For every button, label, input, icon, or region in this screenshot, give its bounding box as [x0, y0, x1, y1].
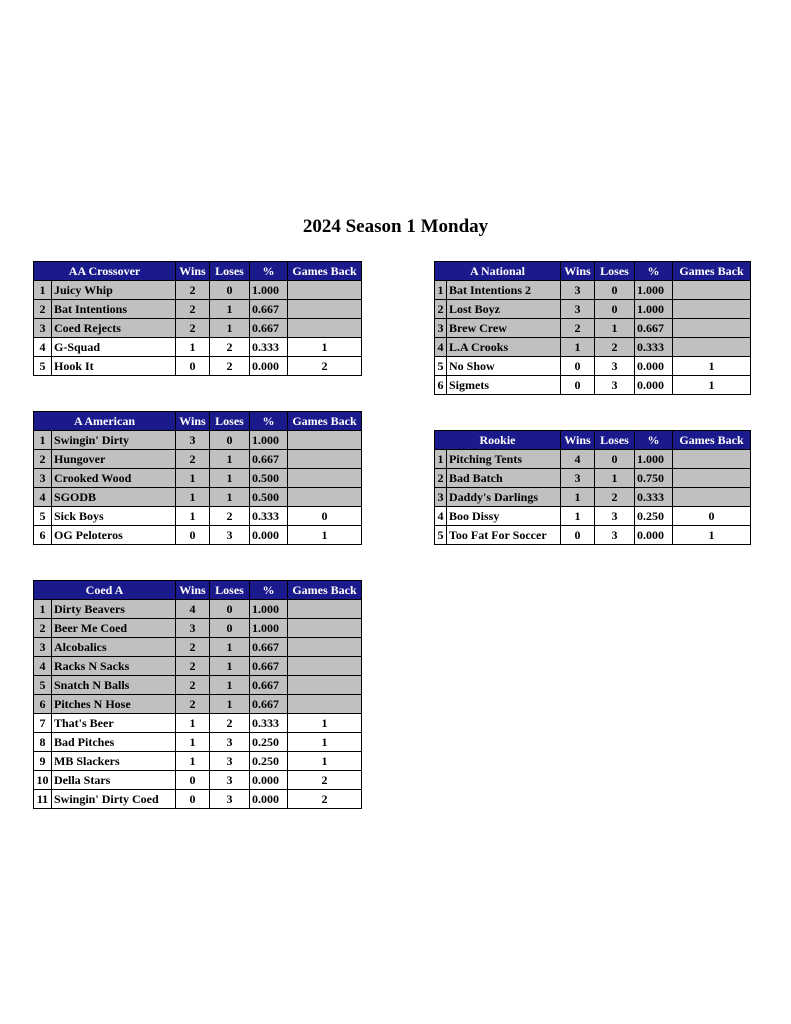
table-row — [34, 281, 362, 300]
team-name-cell: That's Beer — [52, 714, 176, 733]
pct-cell: 0.250 — [635, 507, 673, 526]
table-row — [34, 431, 362, 450]
rank-cell: 4 — [34, 338, 52, 357]
table-row — [34, 638, 362, 657]
header-row — [34, 581, 362, 600]
wins-cell: 3 — [176, 619, 210, 638]
loses-header: Loses — [210, 412, 250, 431]
wins-cell: 2 — [176, 281, 210, 300]
loses-cell: 2 — [210, 714, 250, 733]
standings-table-coed-a — [33, 580, 362, 809]
games-back-cell: 1 — [288, 752, 362, 771]
loses-cell: 1 — [210, 319, 250, 338]
pct-cell: 0.000 — [250, 357, 288, 376]
games-back-cell: 1 — [288, 733, 362, 752]
wins-cell: 0 — [176, 526, 210, 545]
pct-cell: 0.000 — [635, 357, 673, 376]
table-row — [435, 300, 751, 319]
loses-cell: 2 — [210, 357, 250, 376]
team-name-cell: SGODB — [52, 488, 176, 507]
team-name-cell: Juicy Whip — [52, 281, 176, 300]
wins-cell: 2 — [561, 319, 595, 338]
pct-cell: 0.667 — [250, 450, 288, 469]
table-row — [34, 319, 362, 338]
loses-cell: 2 — [210, 338, 250, 357]
table-row — [435, 469, 751, 488]
games-back-cell — [673, 300, 751, 319]
team-name-cell: Too Fat For Soccer — [447, 526, 561, 545]
table-row — [435, 281, 751, 300]
team-name-cell: Racks N Sacks — [52, 657, 176, 676]
games-back-cell: 1 — [673, 357, 751, 376]
rank-cell: 2 — [34, 300, 52, 319]
rank-cell: 3 — [435, 319, 447, 338]
team-name-cell: MB Slackers — [52, 752, 176, 771]
loses-cell: 1 — [210, 488, 250, 507]
pct-cell: 0.667 — [250, 657, 288, 676]
pct-cell: 0.000 — [635, 526, 673, 545]
team-name-cell: Beer Me Coed — [52, 619, 176, 638]
rank-cell: 5 — [435, 526, 447, 545]
table-row — [34, 600, 362, 619]
wins-cell: 1 — [176, 469, 210, 488]
games-back-cell — [288, 695, 362, 714]
wins-cell: 1 — [176, 488, 210, 507]
loses-cell: 3 — [595, 526, 635, 545]
header-row — [435, 431, 751, 450]
rank-cell: 6 — [34, 695, 52, 714]
games-back-cell — [288, 600, 362, 619]
wins-cell: 1 — [561, 488, 595, 507]
games-back-cell — [673, 488, 751, 507]
games-back-cell — [673, 319, 751, 338]
loses-cell: 2 — [595, 338, 635, 357]
wins-header: Wins — [176, 262, 210, 281]
table-row — [34, 526, 362, 545]
rank-cell: 4 — [435, 338, 447, 357]
table-row — [435, 357, 751, 376]
games-back-header: Games Back — [673, 431, 751, 450]
rank-cell: 2 — [435, 469, 447, 488]
loses-cell: 3 — [595, 357, 635, 376]
loses-cell: 1 — [595, 319, 635, 338]
team-name-cell: Bad Batch — [447, 469, 561, 488]
team-name-cell: Boo Dissy — [447, 507, 561, 526]
wins-cell: 1 — [176, 338, 210, 357]
wins-header: Wins — [176, 581, 210, 600]
rank-cell: 9 — [34, 752, 52, 771]
rank-cell: 5 — [34, 357, 52, 376]
team-name-cell: Sigmets — [447, 376, 561, 395]
wins-cell: 2 — [176, 300, 210, 319]
header-row — [34, 262, 362, 281]
games-back-header: Games Back — [288, 262, 362, 281]
rank-cell: 6 — [435, 376, 447, 395]
table-row — [34, 657, 362, 676]
table-row — [34, 733, 362, 752]
wins-cell: 1 — [561, 507, 595, 526]
pct-cell: 1.000 — [635, 281, 673, 300]
team-name-cell: Crooked Wood — [52, 469, 176, 488]
loses-cell: 1 — [210, 676, 250, 695]
rank-cell: 4 — [435, 507, 447, 526]
rank-cell: 1 — [34, 600, 52, 619]
wins-cell: 1 — [176, 733, 210, 752]
wins-cell: 2 — [176, 450, 210, 469]
pct-cell: 0.333 — [250, 338, 288, 357]
pct-cell: 1.000 — [250, 600, 288, 619]
page-title: 2024 Season 1 Monday — [302, 216, 489, 237]
games-back-cell — [288, 619, 362, 638]
table-row — [34, 488, 362, 507]
games-back-cell — [288, 469, 362, 488]
rank-cell: 7 — [34, 714, 52, 733]
team-name-cell: Daddy's Darlings — [447, 488, 561, 507]
division-name-header: AA Crossover — [34, 262, 176, 281]
wins-cell: 0 — [176, 357, 210, 376]
loses-cell: 1 — [210, 300, 250, 319]
table-row — [435, 526, 751, 545]
games-back-header: Games Back — [288, 581, 362, 600]
wins-cell: 2 — [176, 695, 210, 714]
team-name-cell: Swingin' Dirty Coed — [52, 790, 176, 809]
loses-cell: 0 — [210, 619, 250, 638]
games-back-cell: 1 — [673, 376, 751, 395]
games-back-cell — [288, 657, 362, 676]
games-back-header: Games Back — [673, 262, 751, 281]
pct-cell: 0.333 — [250, 507, 288, 526]
table-row — [435, 450, 751, 469]
loses-cell: 0 — [595, 450, 635, 469]
loses-cell: 1 — [595, 469, 635, 488]
rank-cell: 6 — [34, 526, 52, 545]
table-row — [34, 695, 362, 714]
pct-header: % — [250, 581, 288, 600]
table-row — [435, 376, 751, 395]
table-row — [34, 771, 362, 790]
team-name-cell: OG Peloteros — [52, 526, 176, 545]
pct-header: % — [250, 412, 288, 431]
table-row — [34, 507, 362, 526]
team-name-cell: Brew Crew — [447, 319, 561, 338]
games-back-cell — [673, 450, 751, 469]
table-row — [34, 357, 362, 376]
games-back-cell — [288, 319, 362, 338]
table-row — [34, 469, 362, 488]
wins-cell: 0 — [176, 790, 210, 809]
division-name-header: A American — [34, 412, 176, 431]
loses-cell: 0 — [595, 300, 635, 319]
games-back-cell — [288, 638, 362, 657]
rank-cell: 2 — [34, 619, 52, 638]
standings-table-aa-crossover — [33, 261, 362, 376]
team-name-cell: Pitching Tents — [447, 450, 561, 469]
loses-cell: 1 — [210, 450, 250, 469]
games-back-cell — [288, 450, 362, 469]
loses-cell: 3 — [210, 752, 250, 771]
team-name-cell: L.A Crooks — [447, 338, 561, 357]
loses-cell: 3 — [210, 526, 250, 545]
pct-header: % — [635, 262, 673, 281]
games-back-cell — [288, 431, 362, 450]
pct-cell: 1.000 — [250, 431, 288, 450]
pct-header: % — [635, 431, 673, 450]
loses-cell: 0 — [210, 600, 250, 619]
wins-cell: 3 — [561, 281, 595, 300]
loses-cell: 3 — [595, 376, 635, 395]
pct-cell: 1.000 — [250, 281, 288, 300]
team-name-cell: Swingin' Dirty — [52, 431, 176, 450]
standings-table-rookie — [434, 430, 751, 545]
table-row — [34, 676, 362, 695]
team-name-cell: Dirty Beavers — [52, 600, 176, 619]
wins-cell: 0 — [561, 526, 595, 545]
rank-cell: 3 — [34, 469, 52, 488]
pct-cell: 0.667 — [250, 319, 288, 338]
team-name-cell: Della Stars — [52, 771, 176, 790]
header-row — [435, 262, 751, 281]
games-back-cell: 0 — [673, 507, 751, 526]
games-back-cell: 2 — [288, 790, 362, 809]
games-back-cell: 0 — [288, 507, 362, 526]
pct-cell: 0.667 — [250, 695, 288, 714]
table-row — [435, 338, 751, 357]
team-name-cell: Snatch N Balls — [52, 676, 176, 695]
table-row — [34, 450, 362, 469]
games-back-cell: 1 — [673, 526, 751, 545]
table-row — [435, 507, 751, 526]
rank-cell: 3 — [435, 488, 447, 507]
loses-cell: 3 — [210, 733, 250, 752]
games-back-cell: 2 — [288, 357, 362, 376]
wins-cell: 4 — [561, 450, 595, 469]
division-name-header: Coed A — [34, 581, 176, 600]
pct-cell: 0.500 — [250, 488, 288, 507]
rank-cell: 2 — [34, 450, 52, 469]
loses-cell: 2 — [210, 507, 250, 526]
team-name-cell: Lost Boyz — [447, 300, 561, 319]
team-name-cell: Pitches N Hose — [52, 695, 176, 714]
rank-cell: 1 — [435, 281, 447, 300]
wins-cell: 1 — [176, 714, 210, 733]
rank-cell: 8 — [34, 733, 52, 752]
pct-cell: 0.667 — [635, 319, 673, 338]
loses-header: Loses — [210, 262, 250, 281]
wins-header: Wins — [561, 431, 595, 450]
pct-header: % — [250, 262, 288, 281]
team-name-cell: Bat Intentions 2 — [447, 281, 561, 300]
games-back-cell: 2 — [288, 771, 362, 790]
wins-cell: 3 — [176, 431, 210, 450]
wins-cell: 1 — [176, 752, 210, 771]
team-name-cell: Sick Boys — [52, 507, 176, 526]
loses-cell: 1 — [210, 469, 250, 488]
wins-cell: 2 — [176, 638, 210, 657]
wins-cell: 2 — [176, 657, 210, 676]
loses-cell: 3 — [210, 771, 250, 790]
table-row — [435, 319, 751, 338]
loses-cell: 2 — [595, 488, 635, 507]
pct-cell: 0.000 — [250, 790, 288, 809]
table-row — [34, 714, 362, 733]
rank-cell: 1 — [435, 450, 447, 469]
table-row — [435, 488, 751, 507]
standings-table-a-american — [33, 411, 362, 545]
table-row — [34, 619, 362, 638]
loses-header: Loses — [210, 581, 250, 600]
rank-cell: 4 — [34, 488, 52, 507]
loses-header: Loses — [595, 431, 635, 450]
wins-cell: 4 — [176, 600, 210, 619]
pct-cell: 0.750 — [635, 469, 673, 488]
games-back-cell — [288, 281, 362, 300]
loses-cell: 1 — [210, 695, 250, 714]
rank-cell: 11 — [34, 790, 52, 809]
table-row — [34, 752, 362, 771]
standings-table-a-national — [434, 261, 751, 395]
games-back-cell — [673, 338, 751, 357]
pct-cell: 1.000 — [635, 450, 673, 469]
rank-cell: 10 — [34, 771, 52, 790]
loses-cell: 3 — [210, 790, 250, 809]
rank-cell: 2 — [435, 300, 447, 319]
games-back-cell: 1 — [288, 338, 362, 357]
games-back-cell: 1 — [288, 526, 362, 545]
rank-cell: 3 — [34, 638, 52, 657]
rank-cell: 4 — [34, 657, 52, 676]
rank-cell: 3 — [34, 319, 52, 338]
pct-cell: 0.333 — [250, 714, 288, 733]
pct-cell: 0.250 — [250, 733, 288, 752]
team-name-cell: Bad Pitches — [52, 733, 176, 752]
division-name-header: Rookie — [435, 431, 561, 450]
wins-cell: 0 — [561, 376, 595, 395]
team-name-cell: Alcobalics — [52, 638, 176, 657]
loses-cell: 0 — [595, 281, 635, 300]
pct-cell: 1.000 — [250, 619, 288, 638]
wins-cell: 3 — [561, 469, 595, 488]
wins-cell: 2 — [176, 676, 210, 695]
table-row — [34, 338, 362, 357]
rank-cell: 5 — [34, 676, 52, 695]
pct-cell: 0.000 — [250, 526, 288, 545]
team-name-cell: No Show — [447, 357, 561, 376]
rank-cell: 5 — [435, 357, 447, 376]
games-back-header: Games Back — [288, 412, 362, 431]
team-name-cell: Hungover — [52, 450, 176, 469]
wins-cell: 0 — [176, 771, 210, 790]
division-name-header: A National — [435, 262, 561, 281]
loses-header: Loses — [595, 262, 635, 281]
loses-cell: 1 — [210, 657, 250, 676]
wins-cell: 0 — [561, 357, 595, 376]
pct-cell: 0.000 — [250, 771, 288, 790]
wins-cell: 3 — [561, 300, 595, 319]
wins-cell: 2 — [176, 319, 210, 338]
team-name-cell: Coed Rejects — [52, 319, 176, 338]
pct-cell: 0.667 — [250, 300, 288, 319]
pct-cell: 0.500 — [250, 469, 288, 488]
team-name-cell: G-Squad — [52, 338, 176, 357]
pct-cell: 0.333 — [635, 338, 673, 357]
loses-cell: 0 — [210, 281, 250, 300]
pct-cell: 0.000 — [635, 376, 673, 395]
games-back-cell — [673, 281, 751, 300]
rank-cell: 1 — [34, 281, 52, 300]
table-row — [34, 300, 362, 319]
games-back-cell — [673, 469, 751, 488]
team-name-cell: Hook It — [52, 357, 176, 376]
pct-cell: 0.667 — [250, 676, 288, 695]
rank-cell: 1 — [34, 431, 52, 450]
pct-cell: 0.667 — [250, 638, 288, 657]
loses-cell: 3 — [595, 507, 635, 526]
games-back-cell: 1 — [288, 714, 362, 733]
wins-header: Wins — [561, 262, 595, 281]
games-back-cell — [288, 676, 362, 695]
loses-cell: 0 — [210, 431, 250, 450]
table-row — [34, 790, 362, 809]
pct-cell: 0.250 — [250, 752, 288, 771]
pct-cell: 1.000 — [635, 300, 673, 319]
wins-header: Wins — [176, 412, 210, 431]
wins-cell: 1 — [561, 338, 595, 357]
loses-cell: 1 — [210, 638, 250, 657]
games-back-cell — [288, 300, 362, 319]
games-back-cell — [288, 488, 362, 507]
pct-cell: 0.333 — [635, 488, 673, 507]
team-name-cell: Bat Intentions — [52, 300, 176, 319]
wins-cell: 1 — [176, 507, 210, 526]
rank-cell: 5 — [34, 507, 52, 526]
header-row — [34, 412, 362, 431]
